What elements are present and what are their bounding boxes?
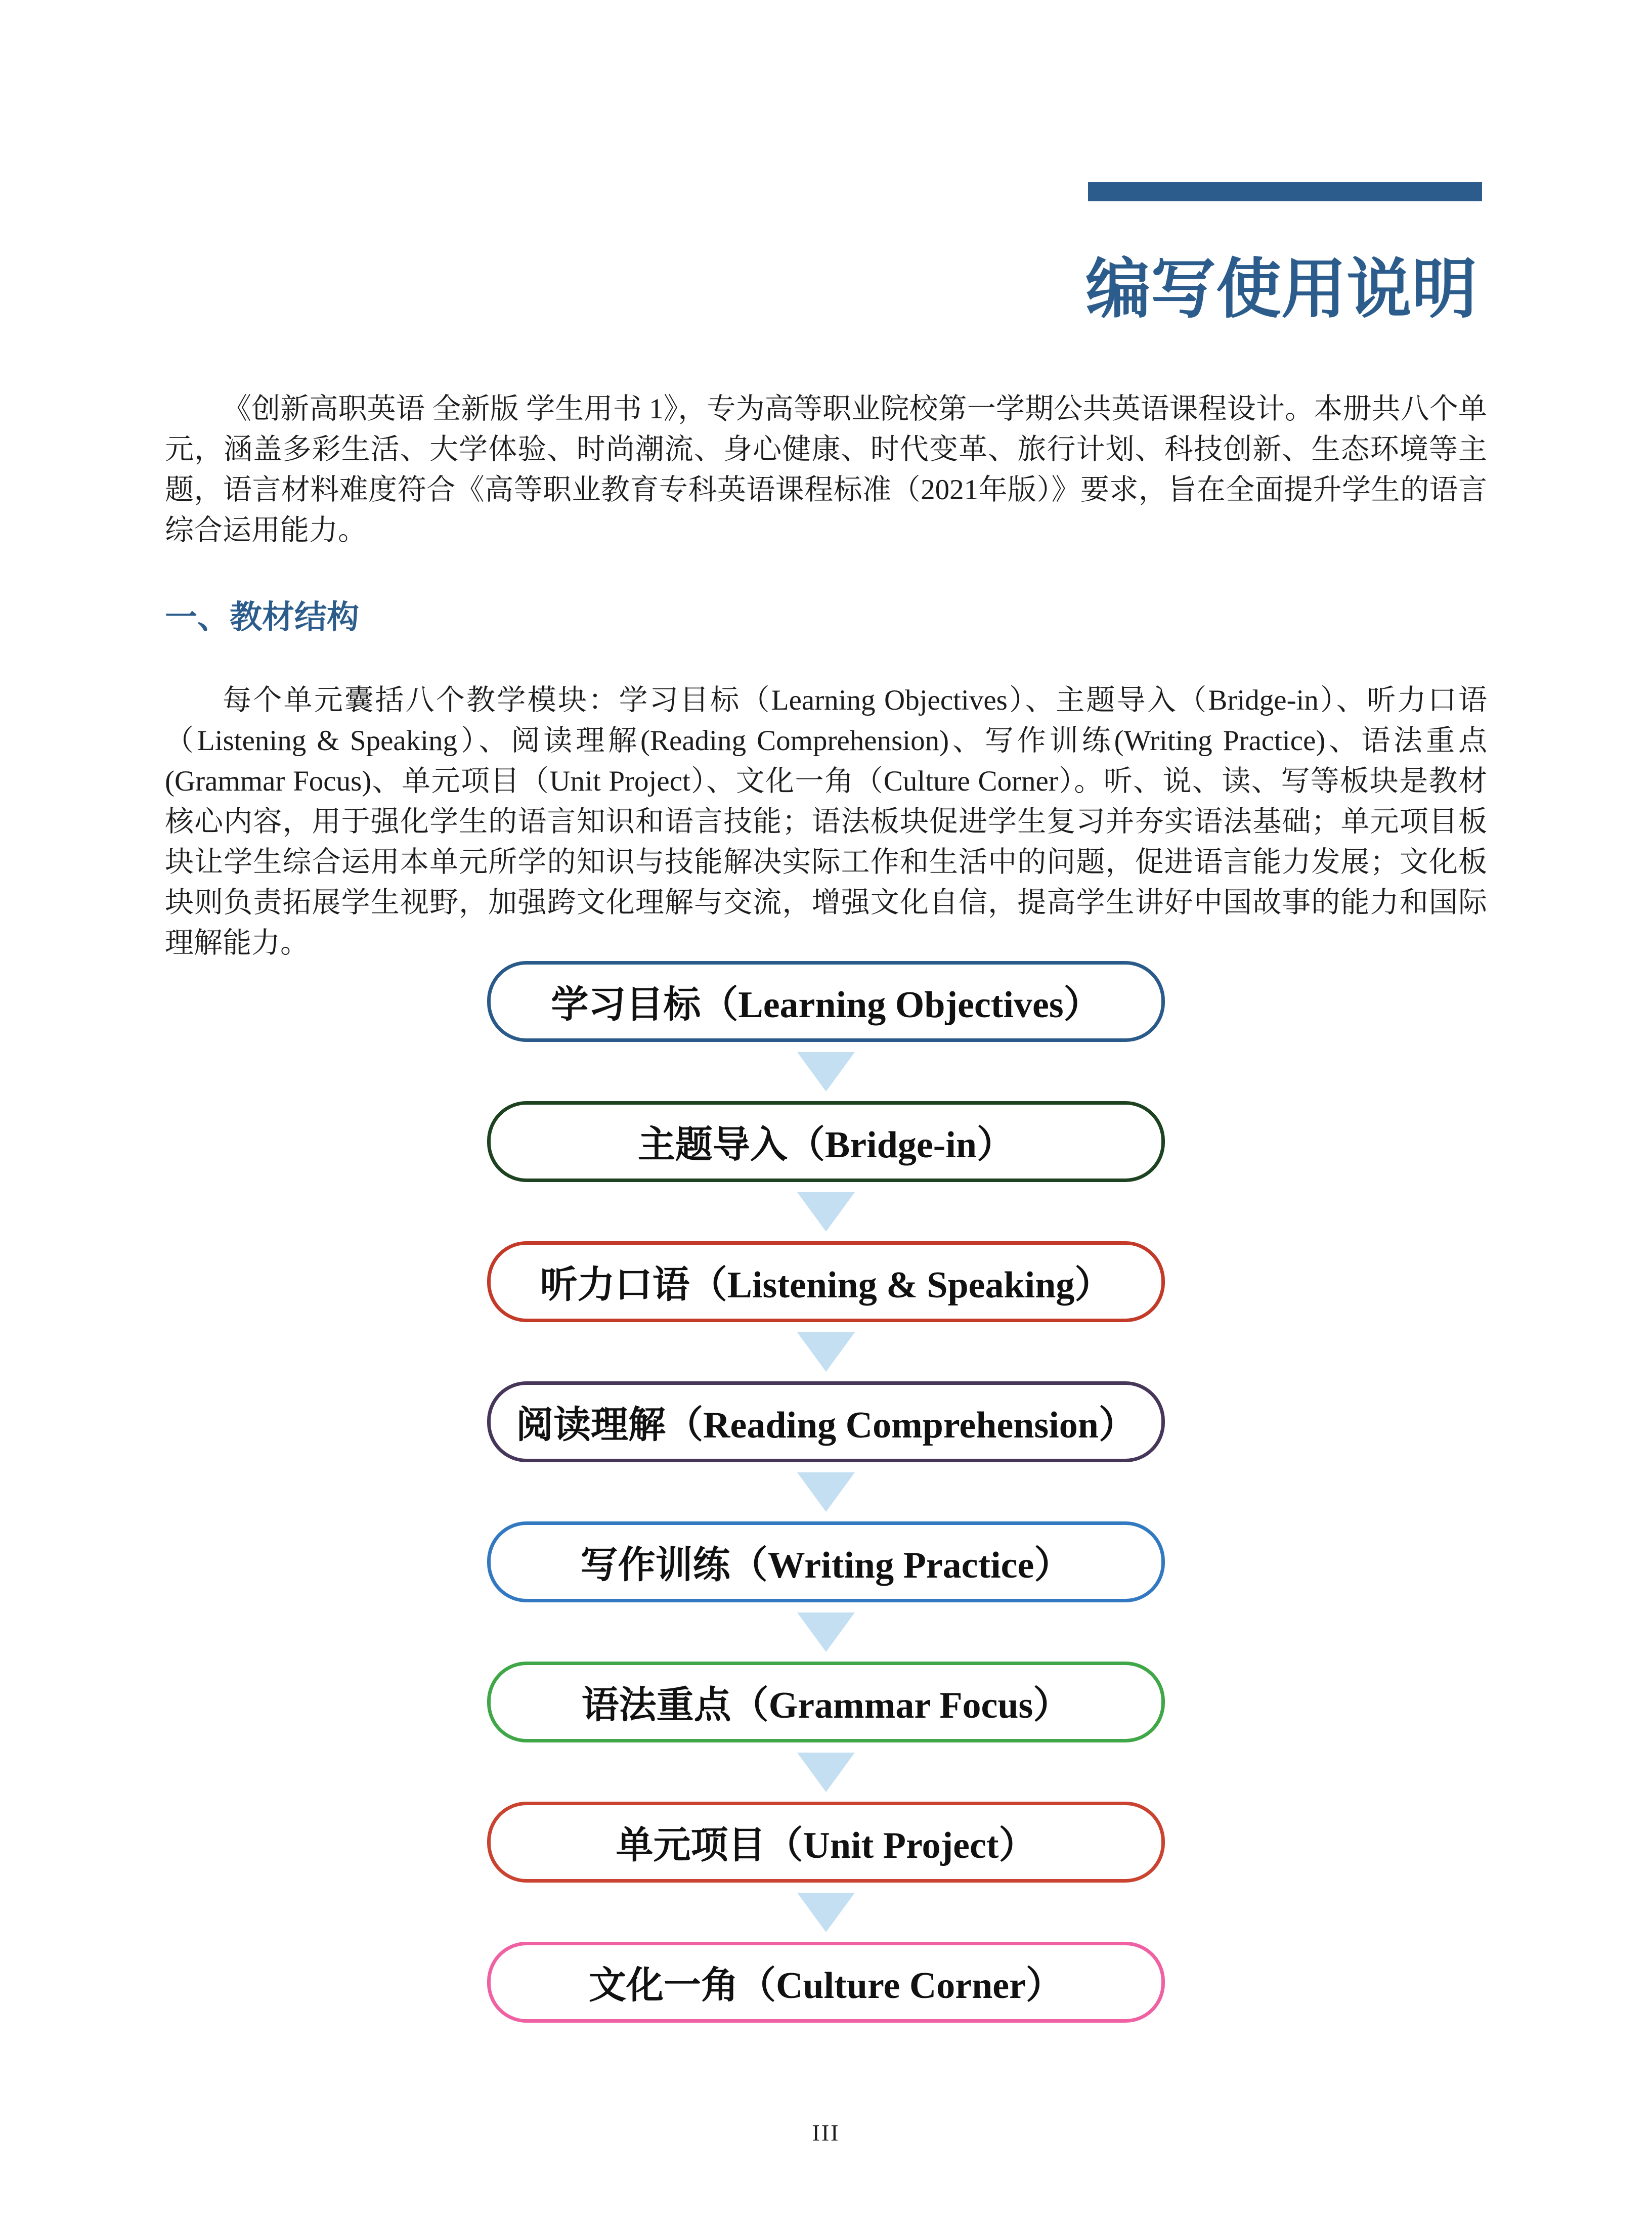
down-arrow-icon bbox=[797, 1192, 855, 1232]
flow-box-reading-comprehension: 阅读理解（Reading Comprehension） bbox=[487, 1381, 1165, 1462]
flow-gap bbox=[797, 1883, 855, 1942]
flow-gap bbox=[797, 1322, 855, 1381]
page-number: III bbox=[812, 2120, 840, 2146]
flow-gap bbox=[797, 1182, 855, 1241]
flow-gap bbox=[797, 1042, 855, 1101]
down-arrow-icon bbox=[797, 1052, 855, 1092]
title-accent-bar bbox=[1088, 182, 1482, 201]
section-paragraph: 每个单元囊括八个教学模块：学习目标（Learning Objectives）、主题导入（Bridge-in）、听力口语（Listening & Speaking）、阅读理解(Reading Comprehension)、写作训练(Writing Practice)、语法重点(Grammar Focus)、单元项目（Unit Project）、文化一角（Culture Corner）。听、说、读、写等板块是教材核心内容，用于强化学生的语言知识和语言技能；语法板块促进学生复习并夯实语法基础；单元项目板块让学生综合运用本单元所学的知识与技能解决实际工作和生活中的问题，促进语言能力发展；文化板块则负责拓展学生视野，加强跨文化理解与交流，增强文化自信，提高学生讲好中国故事的能力和国际理解能力。 bbox=[165, 684, 1487, 959]
flow-box-grammar-focus: 语法重点（Grammar Focus） bbox=[487, 1662, 1165, 1742]
flow-box-culture-corner: 文化一角（Culture Corner） bbox=[487, 1942, 1165, 2023]
flow-box-learning-objectives: 学习目标（Learning Objectives） bbox=[487, 961, 1165, 1042]
flow-gap bbox=[797, 1742, 855, 1802]
module-flowchart bbox=[487, 961, 1165, 2023]
flow-box-writing-practice: 写作训练（Writing Practice） bbox=[487, 1521, 1165, 1602]
flow-box-bridge-in: 主题导入（Bridge-in） bbox=[487, 1101, 1165, 1182]
flow-box-listening-speaking: 听力口语（Listening & Speaking） bbox=[487, 1241, 1165, 1322]
down-arrow-icon bbox=[797, 1612, 855, 1652]
flow-gap bbox=[797, 1462, 855, 1521]
down-arrow-icon bbox=[797, 1753, 855, 1792]
intro-paragraph: 《创新高职英语 全新版 学生用书 1》，专为高等职业院校第一学期公共英语课程设计。本册共八个单元，涵盖多彩生活、大学体验、时尚潮流、身心健康、时代变革、旅行计划、科技创新、生态环境等主题，语言材料难度符合《高等职业教育专科英语课程标准（2021年版）》要求，旨在全面提升学生的语言综合运用能力。 bbox=[165, 393, 1487, 546]
flow-box-unit-project: 单元项目（Unit Project） bbox=[487, 1802, 1165, 1883]
page-title: 编写使用说明 bbox=[1085, 253, 1477, 326]
flow-gap bbox=[797, 1602, 855, 1662]
down-arrow-icon bbox=[797, 1472, 855, 1512]
section-heading: 一、教材结构 bbox=[165, 599, 359, 636]
down-arrow-icon bbox=[797, 1893, 855, 1932]
down-arrow-icon bbox=[797, 1332, 855, 1372]
